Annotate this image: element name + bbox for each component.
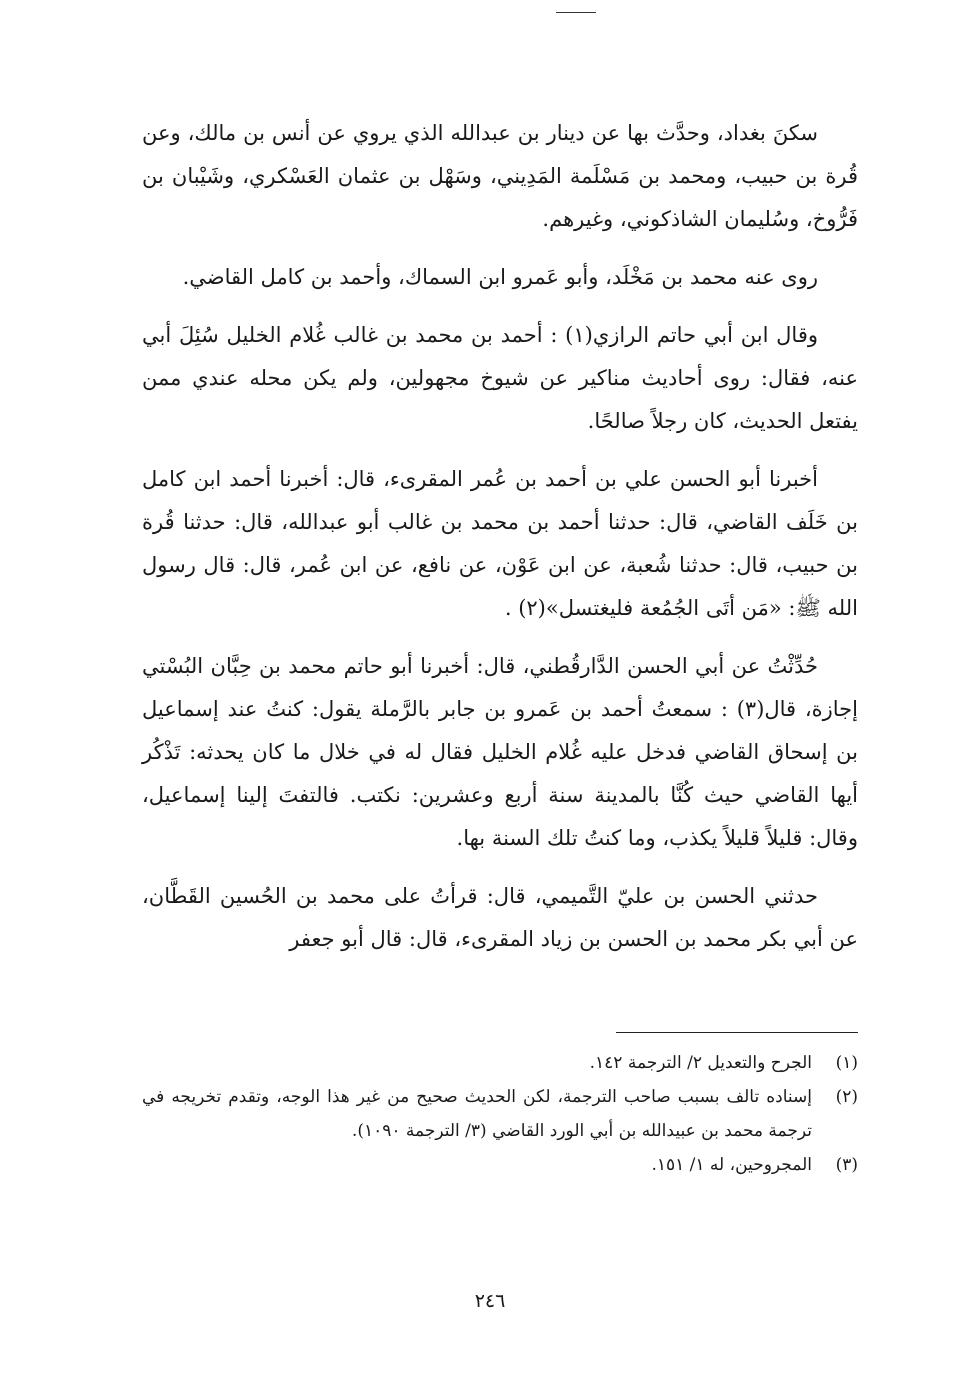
footnote-text: إسناده تالف بسبب صاحب الترجمة، لكن الحديث صحيح من غير هذا الوجه، وتقدم تخريجه في ترجمة محمد بن عبيدالله بن أبي الورد القاضي (٣/ الترجمة ١٠٩٠). bbox=[142, 1087, 812, 1141]
paragraph: حُدِّثْتُ عن أبي الحسن الدَّارقُطني، قال: أخبرنا أبو حاتم محمد بن حِبَّان البُسْتي إجازة، قال(٣) : سمعتُ أحمد بن عَمرو بن جابر بالرَّملة يقول: كنتُ عند إسماعيل بن إسحاق القاضي فدخل عليه غُلام الخليل فقال له في خلال ما كان يحدثه: تَذْكُر أيها القاضي حيث كُنَّا بالمدينة سنة أربع وعشرين: نكتب. فالتفتَ إلينا إسماعيل، وقال: قليلاً قليلاً يكذب، وما كنتُ تلك السنة بها. bbox=[142, 654, 858, 850]
footnote-number: (٢) bbox=[835, 1087, 858, 1107]
body-text bbox=[142, 112, 858, 976]
footnote bbox=[142, 1080, 858, 1148]
footnotes bbox=[142, 1046, 858, 1182]
paragraph: روى عنه محمد بن مَخْلَد، وأبو عَمرو ابن السماك، وأحمد بن كامل القاضي. bbox=[182, 265, 818, 289]
footnote-separator bbox=[616, 1032, 858, 1033]
paragraph: وقال ابن أبي حاتم الرازي(١) : أحمد بن محمد بن غالب غُلام الخليل سُئِلَ أبي عنه، فقال: روى أحاديث مناكير عن شيوخ مجهولين، ولم يكن محله عندي ممن يفتعل الحديث، كان رجلاً صالحًا. bbox=[142, 323, 858, 433]
top-rule bbox=[556, 12, 596, 13]
footnote-text: المجروحين، له ١/ ١٥١. bbox=[651, 1155, 812, 1175]
footnote bbox=[142, 1148, 858, 1182]
paragraph: أخبرنا أبو الحسن علي بن أحمد بن عُمر المقرىء، قال: أخبرنا أحمد ابن كامل بن خَلَف القاضي، قال: حدثنا أحمد بن محمد بن غالب أبو عبدالله، قال: حدثنا قُرة بن حبيب، قال: حدثنا شُعبة، عن ابن عَوْن، عن نافع، عن ابن عُمر، قال: قال رسول الله ﷺ: «مَن أتَى الجُمُعة فليغتسل»(٢) . bbox=[142, 467, 858, 620]
paragraph: حدثني الحسن بن عليّ التَّميمي، قال: قرأتُ على محمد بن الحُسين القَطَّان، عن أبي بكر محمد بن الحسن بن زياد المقرىء، قال: قال أبو جعفر bbox=[142, 884, 858, 951]
paragraph: سكنَ بغداد، وحدَّث بها عن دينار بن عبدالله الذي يروي عن أنس بن مالك، وعن قُرة بن حبيب، ومحمد بن مَسْلَمة المَدِيني، وسَهْل بن عثمان العَسْكري، وشَيْبان بن فَرُّوخ، وسُليمان الشاذكوني، وغيرهم. bbox=[142, 121, 858, 231]
footnote-number: (٣) bbox=[835, 1155, 858, 1175]
footnote-number: (١) bbox=[835, 1053, 858, 1073]
page-number: ٢٤٦ bbox=[474, 1290, 506, 1312]
footnote bbox=[142, 1046, 858, 1080]
footnote-text: الجرح والتعديل ٢/ الترجمة ١٤٢. bbox=[589, 1053, 812, 1073]
